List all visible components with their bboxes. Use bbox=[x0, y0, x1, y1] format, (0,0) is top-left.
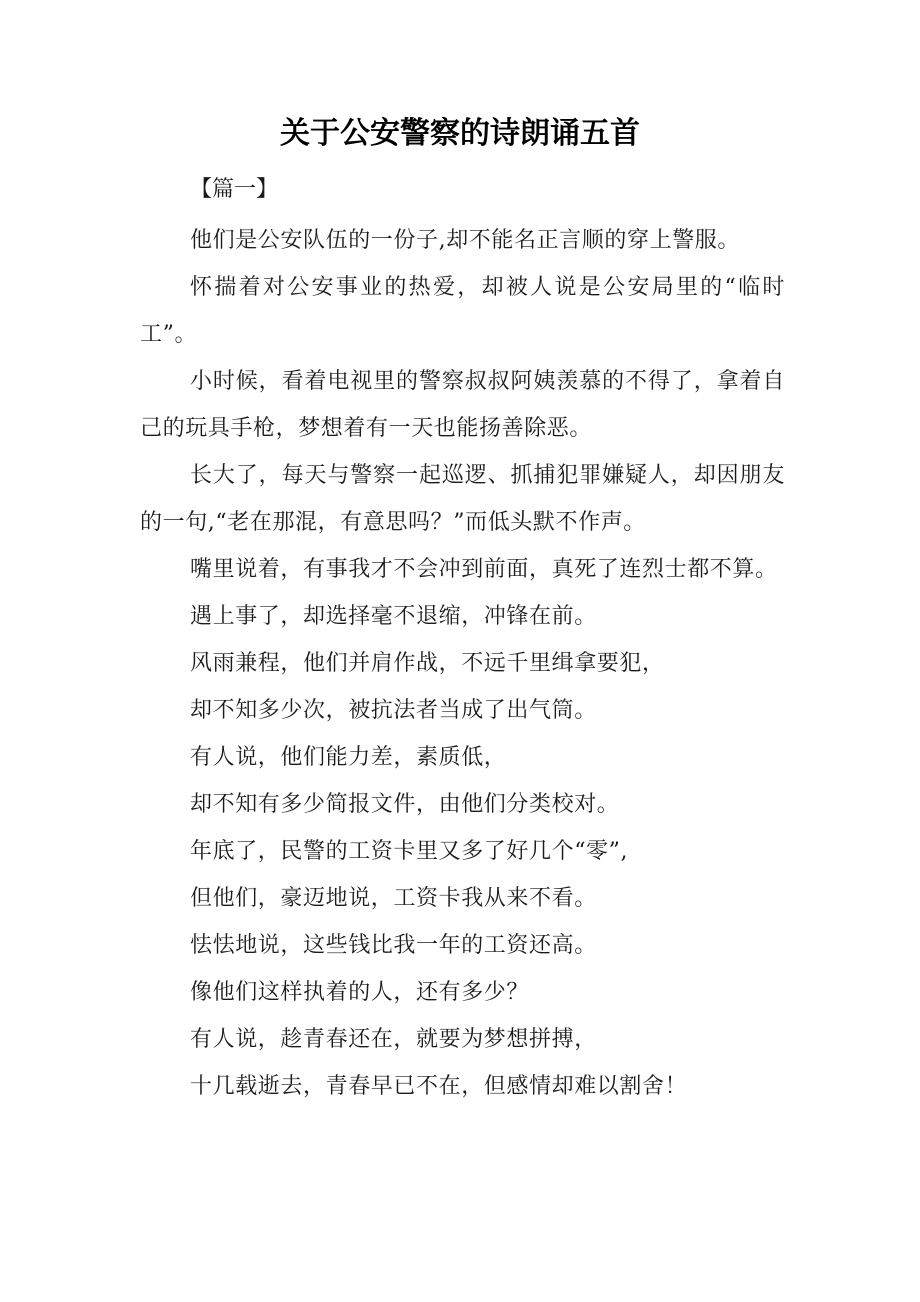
poem-paragraph: 小时候，看着电视里的警察叔叔阿姨羡慕的不得了，拿着自己的玩具手枪，梦想着有一天也能扬善除恶。 bbox=[140, 369, 785, 441]
poem-paragraph: 年底了，民警的工资卡里又多了好几个“零”, bbox=[190, 839, 629, 864]
poem-paragraph: 长大了，每天与警察一起巡逻、抓捕犯罪嫌疑人，却因朋友的一句,“老在那混，有意思吗？”而低头默不作声。 bbox=[140, 463, 785, 535]
poem-paragraph: 风雨兼程，他们并肩作战，不远千里缉拿要犯， bbox=[190, 651, 665, 676]
poem-paragraph: 十几载逝去，青春早已不在，但感情却难以割舍！ bbox=[190, 1074, 688, 1099]
poem-paragraph: 有人说，趁青春还在，就要为梦想拼搏， bbox=[190, 1027, 597, 1052]
poem-paragraph: 怯怯地说，这些钱比我一年的工资还高。 bbox=[190, 933, 597, 958]
poem-paragraph: 他们是公安队伍的一份子,却不能名正言顺的穿上警服。 bbox=[190, 228, 740, 253]
poem-paragraph: 遇上事了，却选择毫不退缩，冲锋在前。 bbox=[190, 604, 597, 629]
poem-paragraph: 有人说，他们能力差，素质低， bbox=[190, 745, 507, 770]
poem-paragraph: 但他们，豪迈地说，工资卡我从来不看。 bbox=[190, 886, 597, 911]
section-label: 【篇一】 bbox=[190, 177, 279, 202]
poem-paragraph: 嘴里说着，有事我才不会冲到前面，真死了连烈士都不算。 bbox=[190, 557, 778, 582]
poem-paragraph: 怀揣着对公安事业的热爱，却被人说是公安局里的“临时工”。 bbox=[140, 275, 785, 347]
poem-body bbox=[140, 217, 785, 1110]
document-title: 关于公安警察的诗朗诵五首 bbox=[280, 116, 640, 151]
poem-paragraph: 却不知多少次，被抗法者当成了出气筒。 bbox=[190, 698, 597, 723]
poem-paragraph: 却不知有多少简报文件，由他们分类校对。 bbox=[190, 792, 620, 817]
poem-paragraph: 像他们这样执着的人，还有多少？ bbox=[190, 980, 530, 1005]
